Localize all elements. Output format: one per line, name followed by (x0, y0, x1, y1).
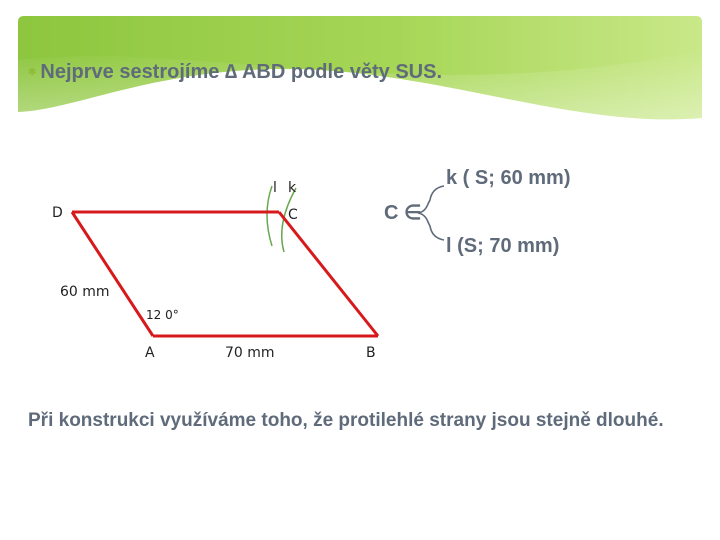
vertex-label-c: C (288, 207, 298, 223)
set-brace (418, 186, 444, 240)
vertex-label-d: D (52, 205, 63, 221)
vertex-label-b: B (366, 345, 376, 361)
side-cb (279, 212, 378, 336)
side-label-70mm: 70 mm (225, 345, 275, 361)
side-label-60mm: 60 mm (60, 284, 110, 300)
explanation-text: Při konstrukci využíváme toho, že protilehlé strany jsou stejně dlouhé. (28, 410, 664, 431)
arc-label-k: k (288, 180, 297, 196)
vertex-label-a: A (145, 345, 155, 361)
set-circle-k: k ( S; 60 mm) (446, 167, 571, 189)
arc-l (267, 186, 272, 246)
slide-title-text: Nejprve sestrojíme ∆ ABD podle věty SUS. (40, 61, 443, 83)
set-prefix: C ∈ (384, 202, 422, 224)
angle-label: 12 0° (146, 308, 179, 322)
side-da (72, 212, 153, 336)
bullet-icon: ✱ (28, 67, 37, 79)
set-circle-l: l (S; 70 mm) (446, 235, 560, 257)
arc-label-l: l (273, 180, 277, 196)
